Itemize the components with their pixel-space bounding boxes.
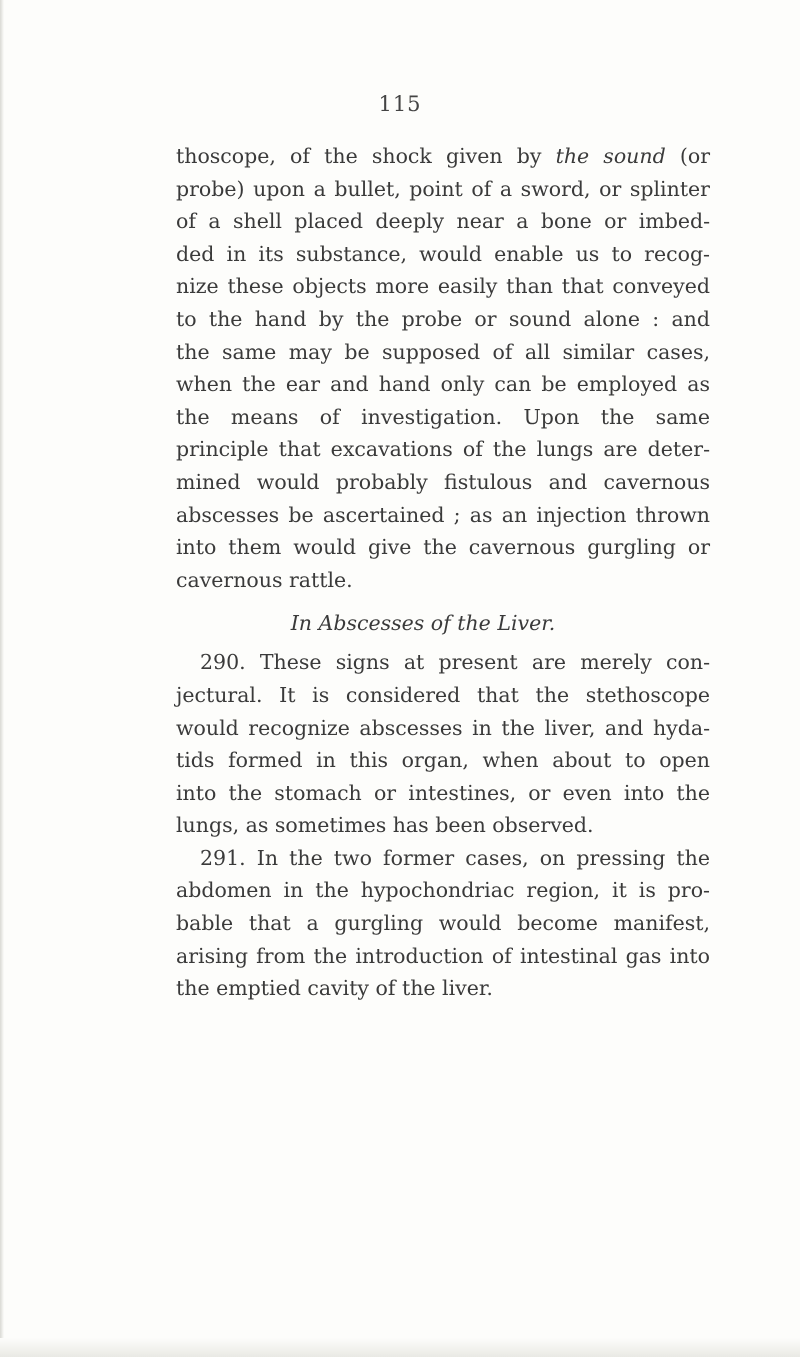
text-line: probe) upon a bullet, point of a sword, or splinter [176, 176, 710, 201]
section-heading: In Abscesses of the Liver. [290, 611, 556, 636]
text-line: thoscope, of the shock given by the sound (or [176, 144, 710, 168]
page-number: 115 [378, 92, 422, 116]
text-line: would recognize abscesses in the liver, and hyda- [176, 715, 710, 740]
text-line: principle that excavations of the lungs are deter- [176, 437, 710, 462]
text-line: cavernous rattle. [176, 567, 353, 592]
text-line: lungs, as sometimes has been observed. [176, 813, 594, 838]
text-line: jectural. It is considered that the stethoscope [176, 682, 710, 707]
text-line: 290. These signs at present are merely con- [200, 650, 710, 675]
text-line: 291. In the two former cases, on pressing the [200, 845, 710, 870]
paragraph-continued [176, 140, 710, 596]
page-bottom-edge [0, 1338, 800, 1357]
text-line: abdomen in the hypochondriac region, it is pro- [176, 878, 710, 903]
text-line: mined would probably fistulous and cavernous [176, 469, 710, 494]
text-line: to the hand by the probe or sound alone : and [176, 306, 710, 331]
text-line: the emptied cavity of the liver. [176, 976, 493, 1001]
body-text [176, 140, 710, 1005]
text-line: the means of investigation. Upon the same [176, 404, 710, 429]
text-line: abscesses be ascertained ; as an injection thrown [176, 502, 710, 527]
text-line: the same may be supposed of all similar cases, [176, 339, 710, 364]
text-line: bable that a gurgling would become manifest, [176, 911, 710, 936]
text-line: tids formed in this organ, when about to open [176, 748, 710, 773]
text-line: nize these objects more easily than that conveyed [176, 274, 710, 299]
page-gutter-shadow [0, 0, 4, 1357]
text-line: arising from the introduction of intestinal gas into [176, 943, 710, 968]
paragraph-291 [176, 842, 710, 1005]
text-line: into them would give the cavernous gurgling or [176, 535, 710, 560]
text-line: when the ear and hand only can be employed as [176, 372, 710, 397]
italic-phrase: the sound [555, 144, 666, 168]
text-line: into the stomach or intestines, or even into the [176, 780, 710, 805]
paragraph-290 [176, 646, 710, 842]
text-line: of a shell placed deeply near a bone or imbed- [176, 209, 710, 234]
text-line: ded in its substance, would enable us to recog- [176, 241, 710, 266]
